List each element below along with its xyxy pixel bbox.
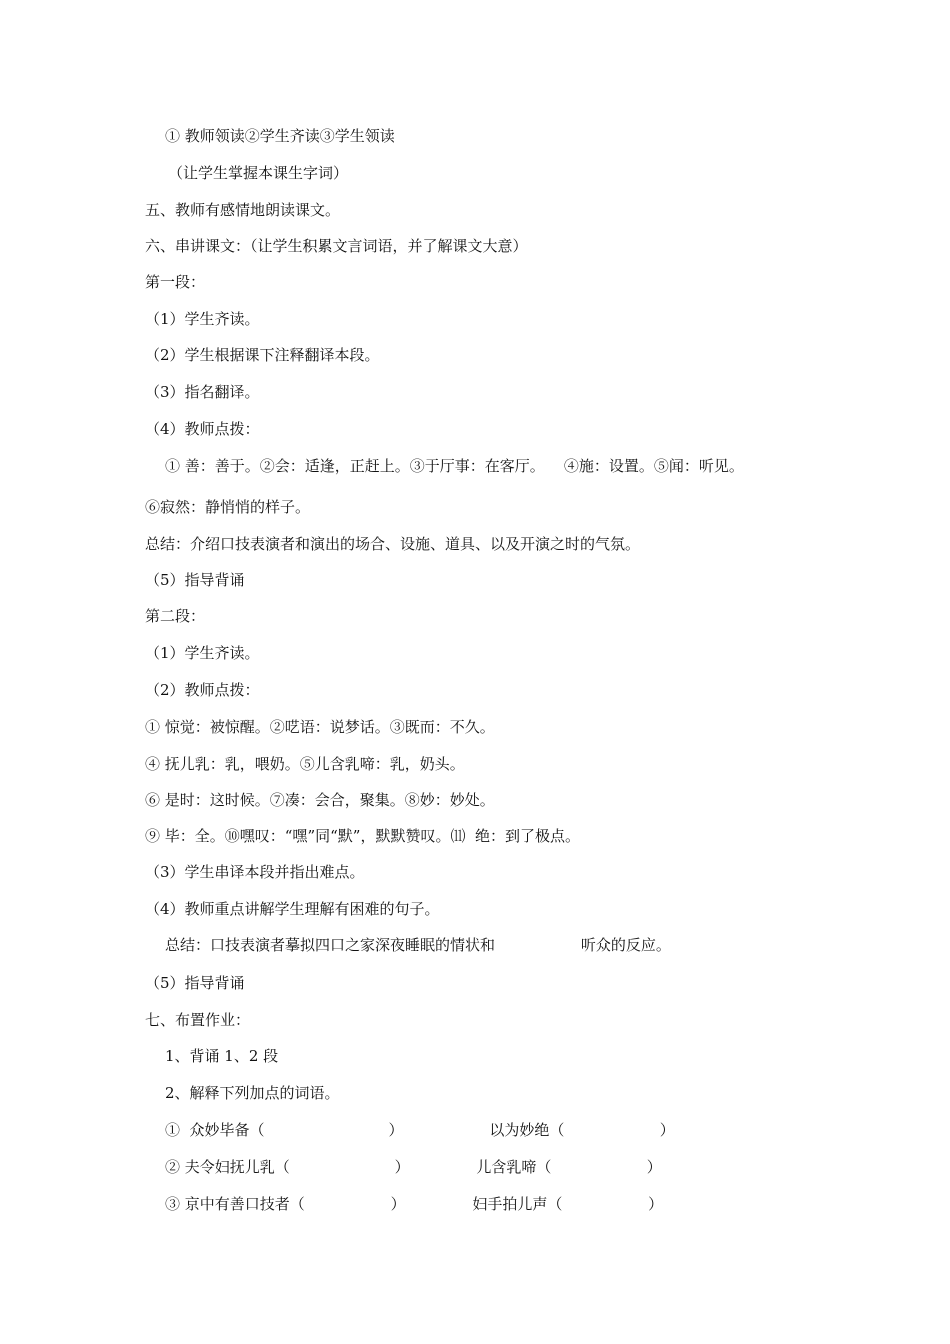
text-line: 五、教师有感情地朗读课文。 (145, 201, 341, 219)
text-line: ① 众妙毕备（ ） 以为妙绝（ ） (165, 1121, 675, 1139)
text-line: ④ 抚儿乳：乳，喂奶。⑤儿含乳啼：乳，奶头。 (145, 755, 465, 773)
text-line: （1）学生齐读。 (145, 644, 260, 662)
text-line: （5）指导背诵 (145, 974, 245, 992)
text-line: ① 善：善于。②会：适逢，正赶上。③于厅事：在客厅。 ④施：设置。⑤闻：听见。 (165, 457, 744, 475)
text-line: 2、解释下列加点的词语。 (165, 1084, 340, 1102)
text-line: 七、布置作业： (145, 1011, 251, 1029)
text-line: 第二段： (145, 607, 206, 625)
text-line: （2）学生根据课下注释翻译本段。 (145, 346, 380, 364)
text-line: 1、背诵 1、2 段 (165, 1047, 279, 1065)
text-line: （4）教师点拨： (145, 420, 260, 438)
text-line: ① 教师领读②学生齐读③学生领读 (165, 127, 395, 145)
text-line: （4）教师重点讲解学生理解有困难的句子。 (145, 900, 440, 918)
text-line: ① 惊觉：被惊醒。②呓语：说梦话。③既而：不久。 (145, 718, 495, 736)
text-line: 总结：口技表演者摹拟四口之家深夜睡眠的情状和 听众的反应。 (165, 936, 671, 954)
text-line: （3）指名翻译。 (145, 383, 260, 401)
text-line: （1）学生齐读。 (145, 310, 260, 328)
text-line: ⑥ 是时：这时候。⑦凑：会合，聚集。⑧妙：妙处。 (145, 791, 495, 809)
text-line: （3）学生串译本段并指出难点。 (145, 863, 365, 881)
text-line: 第一段： (145, 273, 206, 291)
text-line: ⑨ 毕：全。⑩嘿叹：“嘿”同“默”，默默赞叹。⑾ 绝：到了极点。 (145, 827, 580, 845)
text-line: ③ 京中有善口技者（ ） 妇手拍儿声（ ） (165, 1195, 664, 1213)
text-line: 总结：介绍口技表演者和演出的场合、设施、道具、以及开演之时的气氛。 (145, 535, 641, 553)
text-line: ⑥寂然：静悄悄的样子。 (145, 498, 311, 516)
text-line: （5）指导背诵 (145, 571, 245, 589)
text-line: 六、串讲课文：（让学生积累文言词语，并了解课文大意） (145, 237, 528, 255)
text-line: （让学生掌握本课生字词） (168, 164, 349, 182)
text-line: ② 夫令妇抚儿乳（ ） 儿含乳啼（ ） (165, 1158, 662, 1176)
text-line: （2）教师点拨： (145, 681, 260, 699)
